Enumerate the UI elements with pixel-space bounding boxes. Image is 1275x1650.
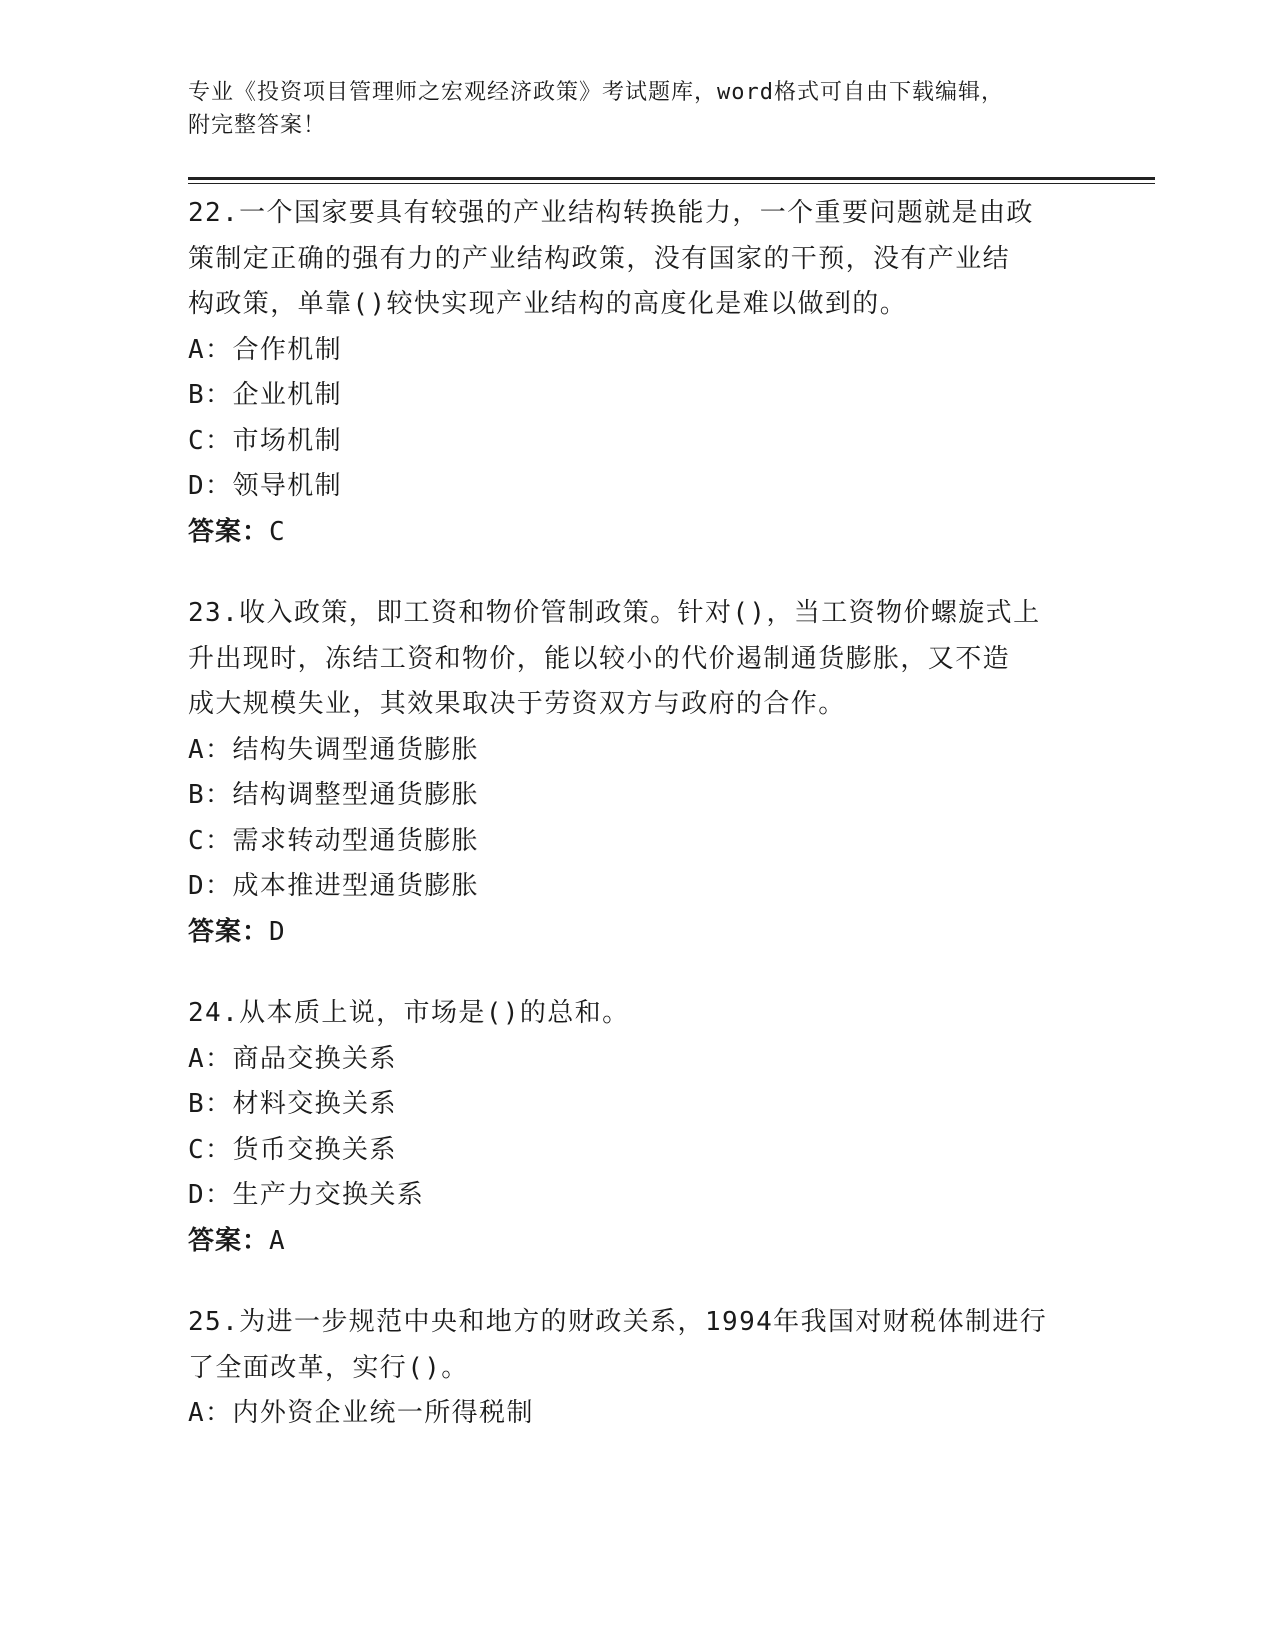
question-stem-line: 了全面改革，实行()。	[188, 1352, 469, 1383]
question-stem-line: 构政策，单靠()较快实现产业结构的高度化是难以做到的。	[188, 289, 908, 319]
header-divider-thick	[188, 177, 1155, 180]
option-d: D：成本推进型通货膨胀	[188, 871, 480, 901]
question-stem-line: 成大规模失业，其效果取决于劳资双方与政府的合作。	[188, 689, 846, 719]
answer-label: 答案：	[188, 516, 270, 547]
option-a: A：商品交换关系	[188, 1043, 397, 1074]
question-list	[188, 191, 1088, 1473]
question-stem-line: 23.收入政策，即工资和物价管制政策。针对()，当工资物价螺旋式上	[188, 598, 1041, 628]
question-stem-line: 24.从本质上说，市场是()的总和。	[188, 998, 630, 1028]
question-stem-line: 25.为进一步规范中央和地方的财政关系，1994年我国对财税体制进行	[188, 1307, 1048, 1337]
question-stem-line: 22.一个国家要具有较强的产业结构转换能力，一个重要问题就是由政	[188, 198, 1034, 228]
answer-value: D	[269, 916, 286, 947]
answer-label: 答案：	[188, 916, 270, 947]
option-c: C：货币交换关系	[188, 1134, 397, 1165]
option-a: A：结构失调型通货膨胀	[188, 734, 480, 765]
answer-label: 答案：	[188, 1225, 270, 1256]
option-d: D：生产力交换关系	[188, 1180, 425, 1210]
header-line-2: 附完整答案！	[188, 113, 327, 138]
option-a: A：合作机制	[188, 334, 343, 365]
answer-line	[188, 910, 1088, 956]
option-a: A：内外资企业统一所得税制	[188, 1398, 534, 1428]
option-c: C：市场机制	[188, 425, 343, 456]
answer-value: A	[269, 1225, 286, 1256]
question-22	[188, 191, 1088, 555]
question-23	[188, 591, 1088, 955]
question-stem-line: 策制定正确的强有力的产业结构政策，没有国家的干预，没有产业结	[188, 243, 1011, 274]
header-line-1: 专业《投资项目管理师之宏观经济政策》考试题库，word格式可自由下载编辑，	[188, 80, 1004, 105]
answer-value: C	[269, 516, 286, 547]
option-b: B：结构调整型通货膨胀	[188, 780, 480, 810]
option-b: B：企业机制	[188, 380, 343, 410]
question-stem-line: 升出现时，冻结工资和物价，能以较小的代价遏制通货膨胀，又不造	[188, 643, 1011, 674]
answer-line	[188, 510, 1088, 556]
document-header	[188, 76, 1068, 142]
header-divider-thin	[188, 183, 1155, 184]
answer-line	[188, 1219, 1088, 1265]
question-24	[188, 991, 1088, 1264]
option-c: C：需求转动型通货膨胀	[188, 825, 480, 856]
option-b: B：材料交换关系	[188, 1089, 397, 1119]
question-25	[188, 1300, 1088, 1437]
option-d: D：领导机制	[188, 471, 343, 501]
